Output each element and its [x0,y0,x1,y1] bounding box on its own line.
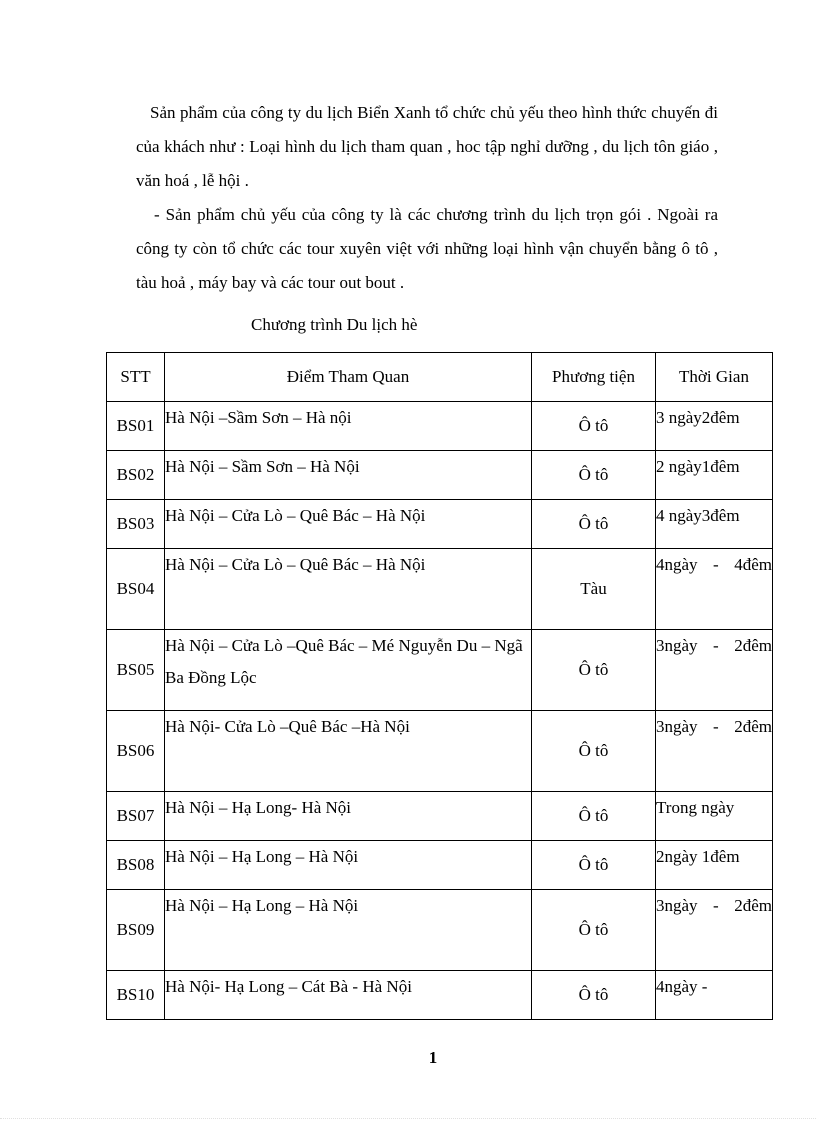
header-stt: STT [107,353,165,402]
cell-transport: Ô tô [532,971,656,1020]
cell-time: 3ngày - 2đêm [656,711,773,792]
table-row [107,549,773,630]
cell-transport: Ô tô [532,402,656,451]
cell-time: 3ngày - 2đêm [656,890,773,971]
intro-paragraph: Sản phẩm của công ty du lịch Biển Xanh tổ chức chủ yếu theo hình thức chuyến đi của khách như : Loại hình du lịch tham quan , hoc tập nghỉ dưỡng , du lịch tôn giáo , văn hoá , lễ hội . [136,103,718,190]
cell-place: Hà Nội – Sầm Sơn – Hà Nội [165,451,532,500]
cell-stt: BS09 [107,890,165,971]
cell-transport: Ô tô [532,630,656,711]
table-row [107,451,773,500]
header-time: Thời Gian [656,353,773,402]
cell-transport: Ô tô [532,890,656,971]
cell-stt: BS05 [107,630,165,711]
cell-transport: Ô tô [532,451,656,500]
cell-stt: BS10 [107,971,165,1020]
cell-stt: BS01 [107,402,165,451]
cell-time: 4 ngày3đêm [656,500,773,549]
cell-time: 2ngày 1đêm [656,841,773,890]
cell-place: Hà Nội – Cửa Lò –Quê Bác – Mé Nguyễn Du – Ngã Ba Đồng Lộc [165,630,532,711]
table-row [107,500,773,549]
cell-place: Hà Nội – Hạ Long – Hà Nội [165,841,532,890]
table-header-row [107,353,773,402]
table-row [107,792,773,841]
cell-stt: BS07 [107,792,165,841]
cell-time: 4ngày - [656,971,773,1020]
cell-time: 3ngày - 2đêm [656,630,773,711]
cell-stt: BS04 [107,549,165,630]
tour-table [106,352,773,1020]
cell-place: Hà Nội – Cửa Lò – Quê Bác – Hà Nội [165,500,532,549]
cell-transport: Ô tô [532,500,656,549]
page-number: 1 [428,1048,438,1067]
cell-place: Hà Nội- Cửa Lò –Quê Bác –Hà Nội [165,711,532,792]
cell-stt: BS02 [107,451,165,500]
table-caption: Chương trình Du lịch hè [251,315,418,334]
cell-time: Trong ngày [656,792,773,841]
cell-time: 4ngày - 4đêm [656,549,773,630]
cell-transport: Ô tô [532,792,656,841]
cell-time: 3 ngày2đêm [656,402,773,451]
header-place: Điểm Tham Quan [165,353,532,402]
cell-place: Hà Nội – Hạ Long- Hà Nội [165,792,532,841]
cell-place: Hà Nội – Cửa Lò – Quê Bác – Hà Nội [165,549,532,630]
cell-place: Hà Nội- Hạ Long – Cát Bà - Hà Nội [165,971,532,1020]
cell-stt: BS08 [107,841,165,890]
page-bottom-divider [0,1118,816,1119]
cell-transport: Tàu [532,549,656,630]
table-row [107,890,773,971]
table-row [107,402,773,451]
table-row [107,630,773,711]
header-transport: Phương tiện [532,353,656,402]
cell-place: Hà Nội –Sầm Sơn – Hà nội [165,402,532,451]
table-row [107,711,773,792]
cell-place: Hà Nội – Hạ Long – Hà Nội [165,890,532,971]
table-row [107,971,773,1020]
cell-stt: BS06 [107,711,165,792]
products-paragraph: - Sản phẩm chủ yếu của công ty là các chương trình du lịch trọn gói . Ngoài ra công ty còn tổ chức các tour xuyên việt với những loại hình vận chuyển bằng ô tô , tàu hoả , máy bay và các tour out bout . [136,205,718,292]
cell-transport: Ô tô [532,841,656,890]
cell-time: 2 ngày1đêm [656,451,773,500]
cell-stt: BS03 [107,500,165,549]
table-row [107,841,773,890]
cell-transport: Ô tô [532,711,656,792]
